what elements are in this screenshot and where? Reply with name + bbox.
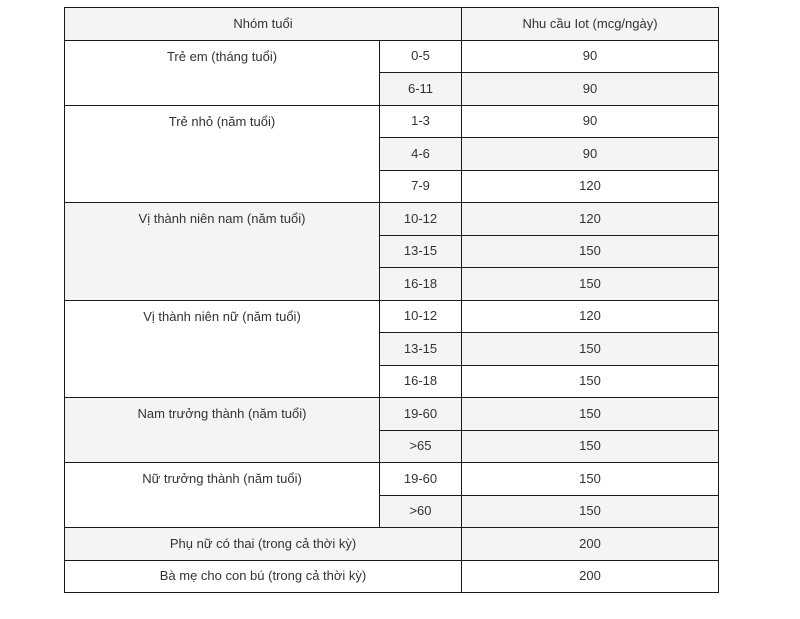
age-cell: 10-12 (380, 203, 462, 236)
value-cell: 150 (462, 430, 719, 463)
table-row (65, 560, 719, 593)
age-cell: >60 (380, 495, 462, 528)
table-row (65, 528, 719, 561)
value-cell: 90 (462, 138, 719, 171)
age-cell: 19-60 (380, 463, 462, 496)
header-group: Nhóm tuổi (65, 8, 462, 41)
table-row (65, 463, 719, 496)
age-cell: 4-6 (380, 138, 462, 171)
value-cell: 150 (462, 333, 719, 366)
iodine-requirements-table (64, 7, 719, 593)
single-label: Phụ nữ có thai (trong cả thời kỳ) (65, 528, 462, 561)
value-cell: 120 (462, 203, 719, 236)
age-cell: 6-11 (380, 73, 462, 106)
value-cell: 150 (462, 463, 719, 496)
age-cell: 0-5 (380, 40, 462, 73)
value-cell: 150 (462, 398, 719, 431)
header-need: Nhu cầu Iot (mcg/ngày) (462, 8, 719, 41)
age-cell: 13-15 (380, 333, 462, 366)
value-cell: 120 (462, 300, 719, 333)
age-cell: 1-3 (380, 105, 462, 138)
group-label: Nữ trưởng thành (năm tuổi) (65, 463, 380, 528)
table-row (65, 203, 719, 236)
group-label: Trẻ nhỏ (năm tuổi) (65, 105, 380, 203)
group-label: Vị thành niên nam (năm tuổi) (65, 203, 380, 301)
value-cell: 120 (462, 170, 719, 203)
value-cell: 200 (462, 528, 719, 561)
group-label: Trẻ em (tháng tuổi) (65, 40, 380, 105)
table-row (65, 40, 719, 73)
table-row (65, 300, 719, 333)
age-cell: 7-9 (380, 170, 462, 203)
value-cell: 150 (462, 365, 719, 398)
group-label: Vị thành niên nữ (năm tuổi) (65, 300, 380, 398)
table-row (65, 398, 719, 431)
single-label: Bà mẹ cho con bú (trong cả thời kỳ) (65, 560, 462, 593)
value-cell: 150 (462, 495, 719, 528)
age-cell: 16-18 (380, 365, 462, 398)
value-cell: 150 (462, 268, 719, 301)
table-row (65, 105, 719, 138)
value-cell: 150 (462, 235, 719, 268)
group-label: Nam trưởng thành (năm tuổi) (65, 398, 380, 463)
age-cell: 13-15 (380, 235, 462, 268)
value-cell: 90 (462, 105, 719, 138)
age-cell: >65 (380, 430, 462, 463)
age-cell: 19-60 (380, 398, 462, 431)
age-cell: 10-12 (380, 300, 462, 333)
value-cell: 200 (462, 560, 719, 593)
header-row (65, 8, 719, 41)
age-cell: 16-18 (380, 268, 462, 301)
value-cell: 90 (462, 73, 719, 106)
value-cell: 90 (462, 40, 719, 73)
